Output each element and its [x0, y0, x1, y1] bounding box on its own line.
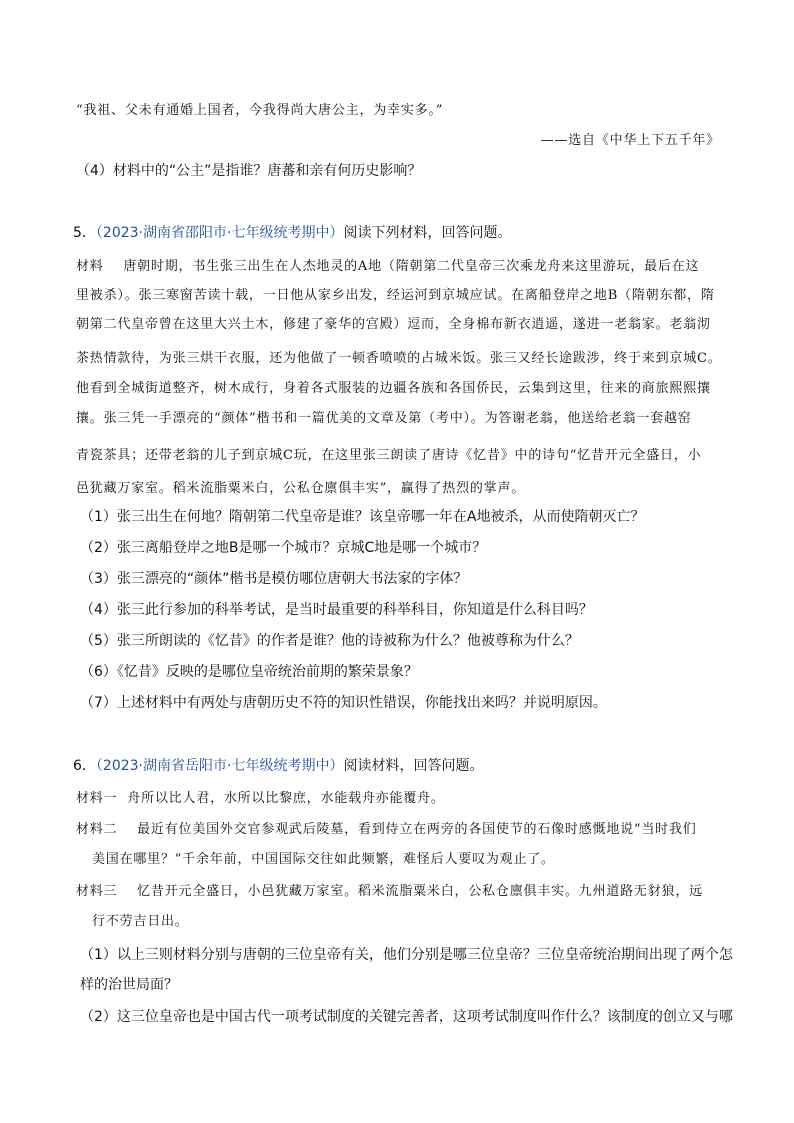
material-line: 攘。张三凭一手漂亮的“颜体”楷书和一篇优美的文章及第（考中）。为答谢老翁，他送给老翁一套越窑	[76, 411, 692, 426]
question-source: （2023·湖南省邵阳市·七年级统考期中）	[95, 225, 344, 241]
sub-question: （4）张三此行参加的科举考试，是当时最重要的科举科目，你知道是什么科目吗？	[80, 602, 593, 618]
question-number: 5．	[73, 225, 96, 241]
material-line: 他看到全城街道整齐，树木成行，身着各式服装的边疆各族和各国侨民，云集到这里，往来的商旅熙熙攘	[76, 381, 711, 396]
material-line: 邑犹藏万家室。稻米流脂粟米白，公私仓廪俱丰实”，赢得了热烈的掌声。	[76, 481, 526, 496]
question-instruction: 阅读材料，回答问题。	[343, 758, 484, 774]
material-line: 美国在哪里？”千余年前，中国国际交往如此频繁，难怪后人要叹为观止了。	[92, 852, 555, 867]
material-line: 茶热情款待，为张三烘干衣服，还为他做了一顿香喷喷的占城米饭。张三又经长途跋涉，终于来到京城C。	[76, 351, 722, 366]
sub-question: （2）张三离船登岸之地B是哪一个城市？京城C地是哪一个城市？	[80, 540, 487, 556]
question-6-header	[73, 759, 483, 773]
sub-question: （3）张三漂亮的“颜体”楷书是模仿哪位唐朝大书法家的字体？	[80, 571, 468, 587]
material-line: 材料二 最近有位美国外交官参观武后陵墓，看到侍立在两旁的各国使节的石像时感慨地说“当时我们	[76, 822, 697, 837]
material-line: 行不劳吉日出。	[92, 914, 189, 929]
question-source: （2023·湖南省岳阳市·七年级统考期中）	[95, 758, 344, 774]
question-instruction: 阅读下列材料，回答问题。	[343, 225, 512, 241]
sub-question: （6）《忆昔》反映的是哪位皇帝统治前期的繁荣景象？	[80, 664, 418, 680]
sub-question: 样的治世局面？	[80, 977, 178, 993]
material-line: 里被杀）。张三寒窗苦读十载，一日他从家乡出发，经运河到京城应试。在离船登岸之地B（隋朝东都，隋	[76, 288, 715, 303]
material-line: 材料三 忆昔开元全盛日，小邑犹藏万家室。稻米流脂粟米白，公私仓廪俱丰实。九州道路无豺狼，远	[76, 884, 703, 899]
material-line: 材料一 舟所以比人君，水所以比黎庶，水能载舟亦能覆舟。	[76, 791, 445, 806]
quote-source: ——选自《中华上下五千年》	[540, 133, 720, 148]
sub-question: （1）张三出生在何地？隋朝第二代皇帝是谁？该皇帝哪一年在A地被杀，从而使隋朝灭亡？	[80, 509, 645, 525]
sub-question: （2）这三位皇帝也是中国古代一项考试制度的关键完善者，这项考试制度叫作什么？该制度的创立又与哪	[80, 1009, 733, 1025]
question-4-prompt: （4）材料中的“公主”是指谁？唐蕃和亲有何历史影响？	[76, 163, 422, 179]
sub-question: （5）张三所朗读的《忆昔》的作者是谁？他的诗被称为什么？他被尊称为什么？	[80, 633, 579, 649]
quote-text: “我祖、父未有通婚上国者，今我得尚大唐公主，为幸实多。”	[76, 103, 444, 118]
sub-question: （7）上述材料中有两处与唐朝历史不符的知识性错误，你能找出来吗？并说明原因。	[80, 695, 607, 711]
material-line: 青瓷茶具；还带老翁的儿子到京城C玩，在这里张三朗读了唐诗《忆昔》中的诗句“忆昔开元全盛日，小	[76, 448, 702, 463]
question-number: 6．	[73, 758, 96, 774]
sub-question: （1）以上三则材料分别与唐朝的三位皇帝有关，他们分别是哪三位皇帝？三位皇帝统治期间出现了两个怎	[80, 947, 733, 963]
question-5-header	[73, 226, 511, 240]
material-line: 朝第二代皇帝曾在这里大兴土木，修建了豪华的宫殿）逗而，全身棉布新衣逍遥，遂进一老翁家。老翁沏	[76, 317, 711, 332]
material-line: 材料 唐朝时期，书生张三出生在人杰地灵的A地（隋朝第二代皇帝三次乘龙舟来这里游玩，最后在这	[76, 259, 700, 274]
